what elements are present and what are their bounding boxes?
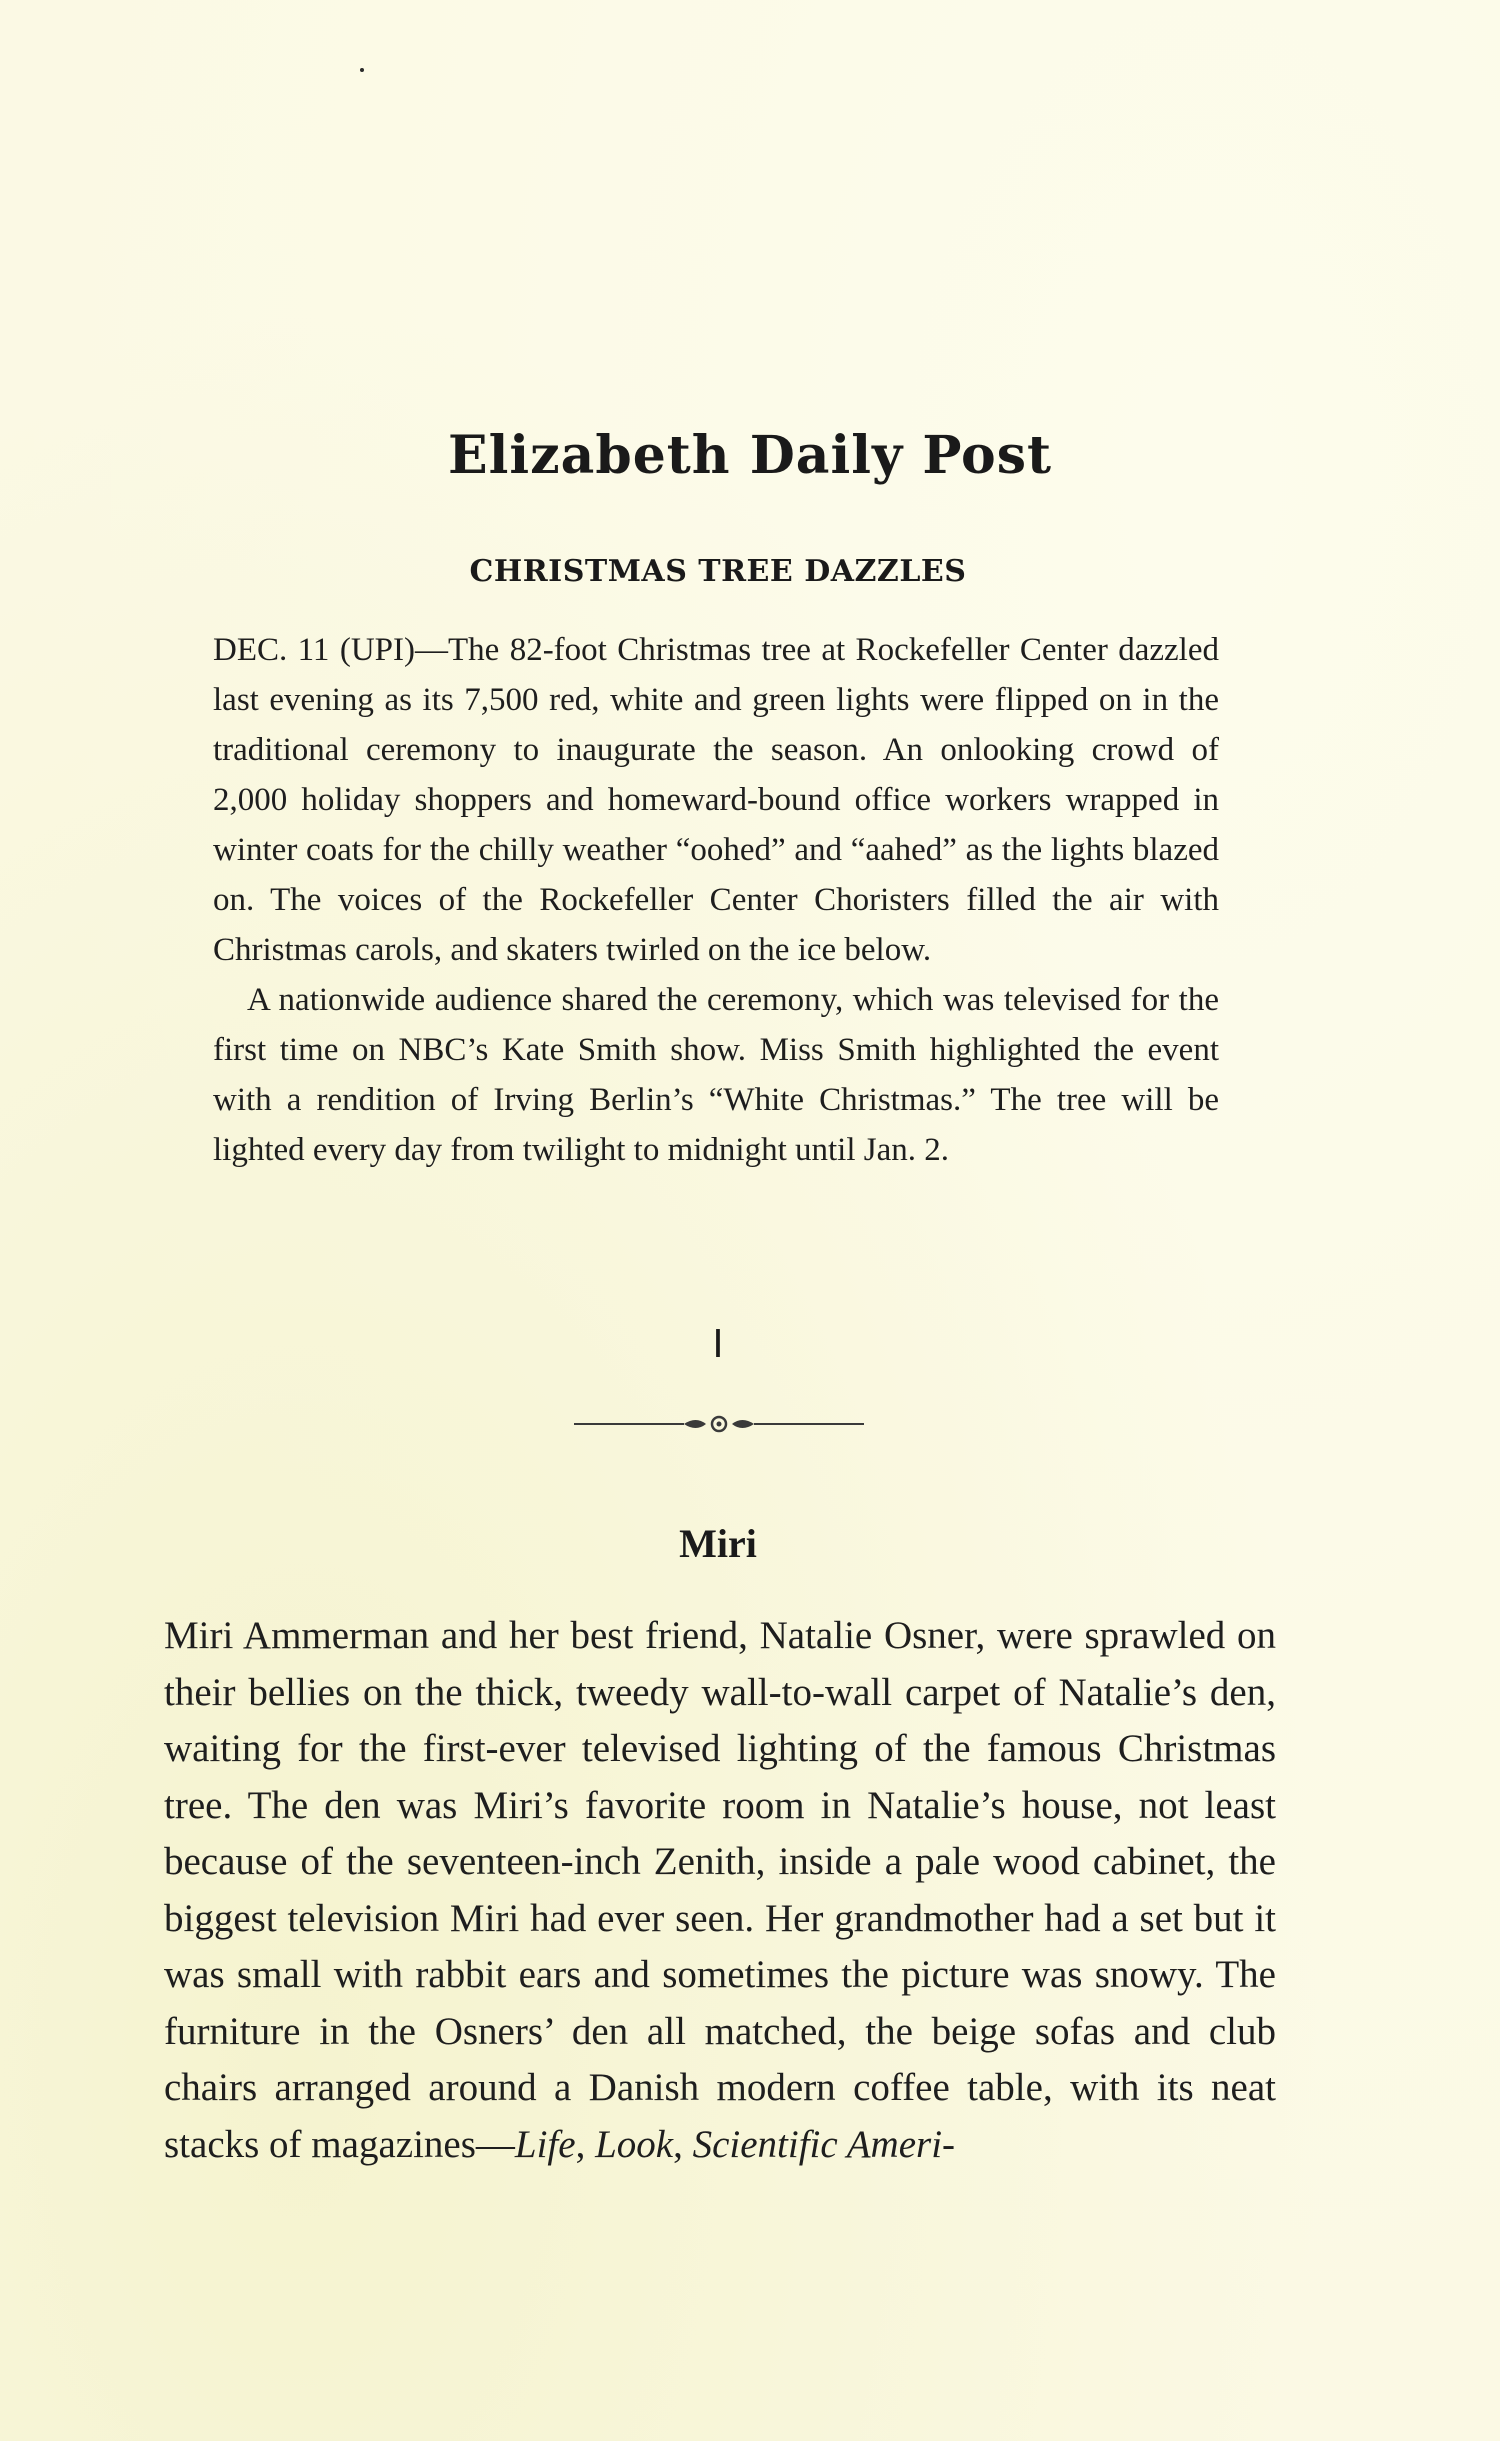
magazine-title: Life bbox=[514, 2122, 576, 2166]
ink-speck bbox=[360, 68, 364, 72]
chapter-text bbox=[164, 1608, 1276, 2173]
magazine-title: Look bbox=[595, 2122, 674, 2166]
article-paragraph: DEC. 11 (UPI)—The 82-foot Christmas tree at Rockefeller Center dazzled last evening as its 7,500 red, white and green lights were flipped on in the traditional ceremony to inaugurate the season. An onlooking crowd of 2,000 holiday shoppers and homeward-bound office workers wrapped in winter coats for the chilly weather “oohed” and “aahed” as the lights blazed on. The voices of the Rockefeller Center Choristers filled the air with Christmas carols, and skaters twirled on the ice below. bbox=[213, 632, 1219, 968]
ornament-divider-icon bbox=[574, 1412, 864, 1436]
chapter-title: Miri bbox=[679, 1521, 757, 1566]
newspaper-masthead: Elizabeth Daily Post bbox=[447, 425, 1053, 486]
separator: , bbox=[575, 2122, 596, 2166]
separator: , bbox=[673, 2122, 693, 2166]
article-headline: CHRISTMAS TREE DAZZLES bbox=[469, 554, 967, 589]
chapter-number: I bbox=[712, 1322, 724, 1366]
article-body bbox=[213, 625, 1219, 1175]
chapter-text-main: Miri Ammerman and her best friend, Natalie Osner, were sprawled on their bellies on the thick, tweedy wall-to-wall carpet of Natalie’s den, waiting for the first-ever televised lighting of the famous Christmas tree. The den was Miri’s favorite room in Natalie’s house, not least because of the seventeen-inch Zenith, inside a pale wood cabinet, the biggest television Miri had ever seen. Her grandmother had a set but it was small with rabbit ears and sometimes the picture was snowy. The furniture in the Osners’ den all matched, the beige sofas and club chairs arranged around a Danish modern coffee table, with its neat stacks of magazines— bbox=[164, 1614, 1276, 2166]
article-paragraph: A nationwide audience shared the ceremony, which was televised for the first time on NBC’s Kate Smith show. Miss Smith highlighted the event with a rendition of Irving Berlin’s “White Christmas.” The tree will be lighted every day from twilight to midnight until Jan. 2. bbox=[213, 982, 1219, 1168]
magazine-title: Scientific Ameri- bbox=[692, 2122, 956, 2166]
